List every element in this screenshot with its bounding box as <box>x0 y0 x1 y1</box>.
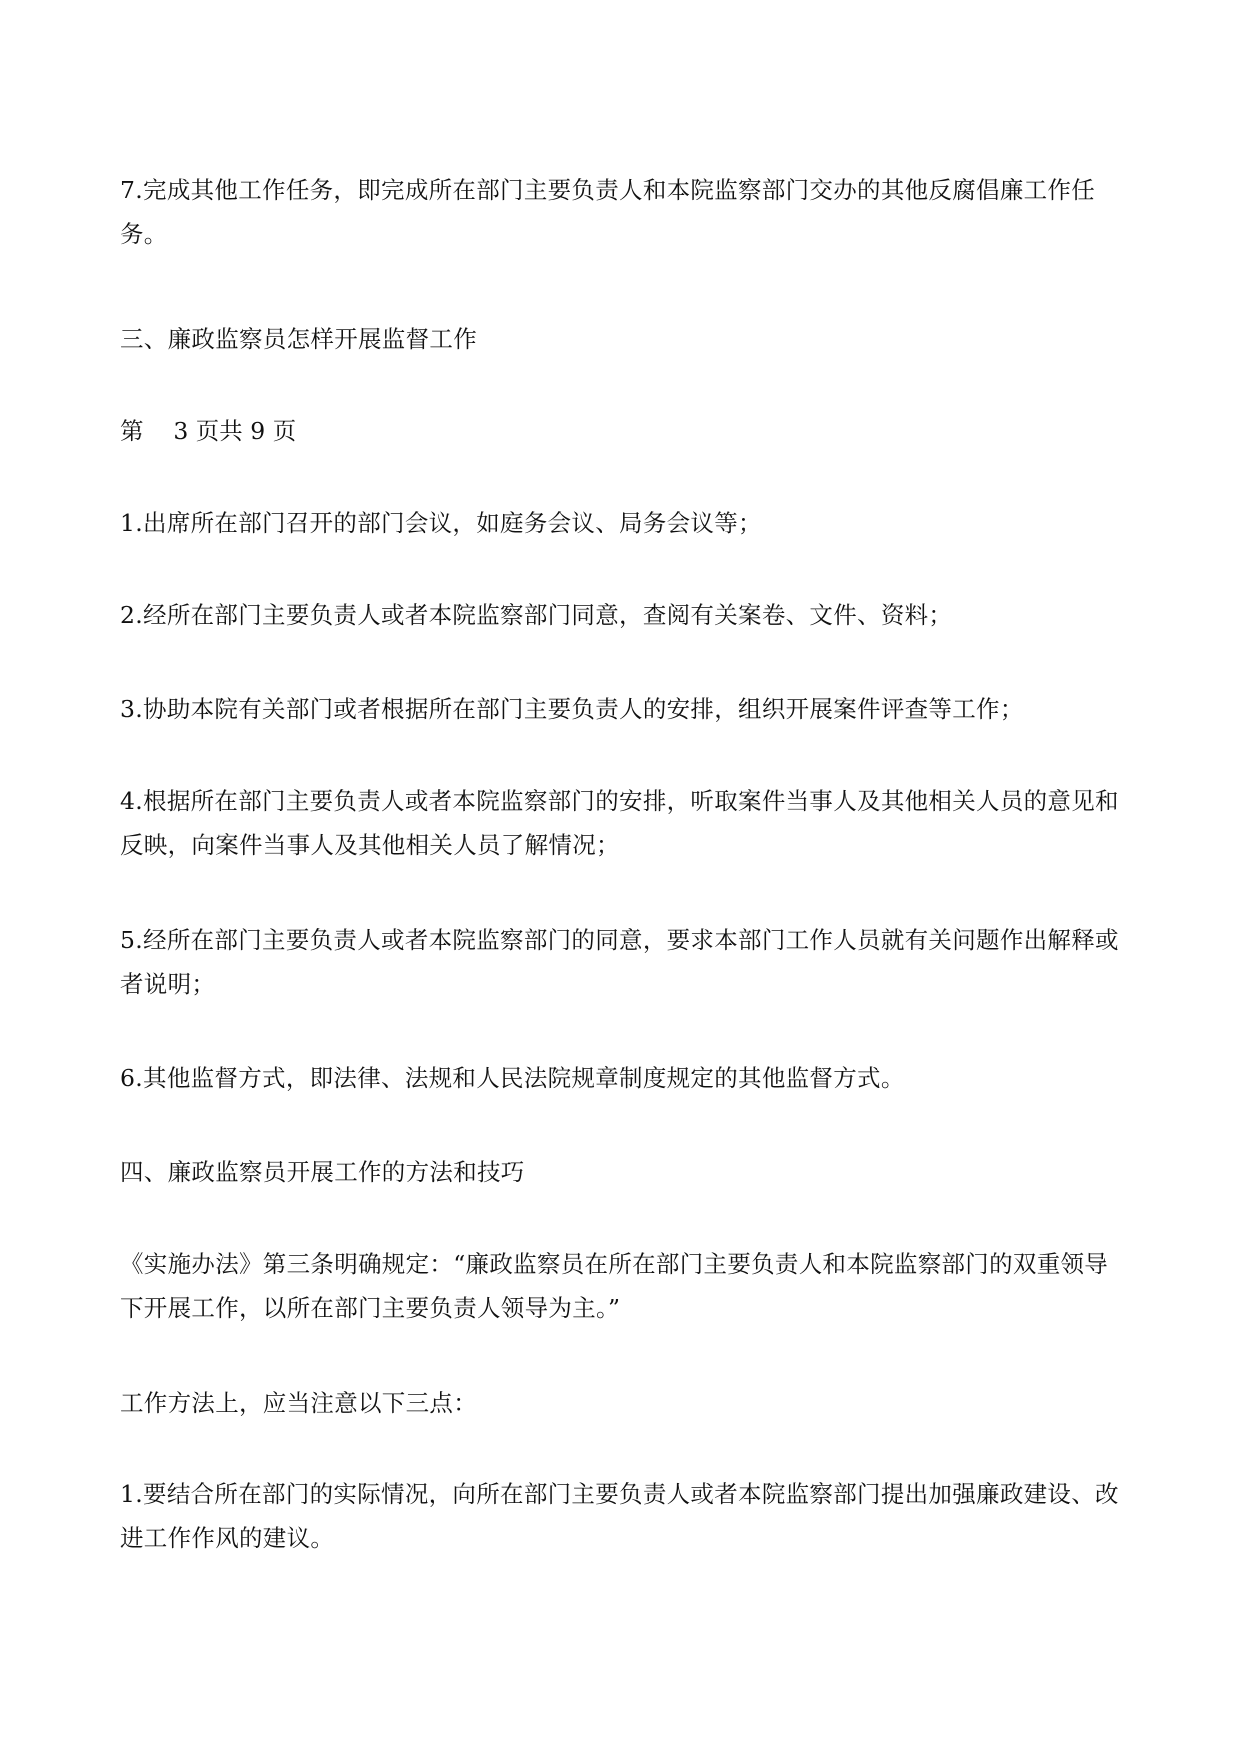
section-heading-4: 四、廉政监察员开展工作的方法和技巧 <box>120 1158 525 1186</box>
paragraph-method-1: 1.要结合所在部门的实际情况，向所在部门主要负责人或者本院监察部门提出加强廉政建设、改进工作作风的建议。 <box>120 1480 1119 1552</box>
paragraph-method-intro: 工作方法上，应当注意以下三点： <box>120 1389 477 1417</box>
paragraph-item-5: 5.经所在部门主要负责人或者本院监察部门的同意，要求本部门工作人员就有关问题作出解释或者说明； <box>120 926 1119 998</box>
paragraph-item-1: 1.出席所在部门召开的部门会议，如庭务会议、局务会议等； <box>120 509 762 537</box>
paragraph-item-3: 3.协助本院有关部门或者根据所在部门主要负责人的安排，组织开展案件评查等工作； <box>120 695 1024 723</box>
paragraph-item-7: 7.完成其他工作任务，即完成所在部门主要负责人和本院监察部门交办的其他反腐倡廉工作任务。 <box>120 176 1096 248</box>
paragraph-item-2: 2.经所在部门主要负责人或者本院监察部门同意，查阅有关案卷、文件、资料； <box>120 601 953 629</box>
page-number-marker: 第 3 页共 9 页 <box>120 417 297 445</box>
paragraph-item-4: 4.根据所在部门主要负责人或者本院监察部门的安排，听取案件当事人及其他相关人员的意见和反映，向案件当事人及其他相关人员了解情况； <box>120 787 1119 859</box>
paragraph-quote: 《实施办法》第三条明确规定：“廉政监察员在所在部门主要负责人和本院监察部门的双重领导下开展工作，以所在部门主要负责人领导为主。” <box>120 1250 1109 1322</box>
paragraph-item-6: 6.其他监督方式，即法律、法规和人民法院规章制度规定的其他监督方式。 <box>120 1064 905 1092</box>
section-heading-3: 三、廉政监察员怎样开展监督工作 <box>120 325 477 353</box>
